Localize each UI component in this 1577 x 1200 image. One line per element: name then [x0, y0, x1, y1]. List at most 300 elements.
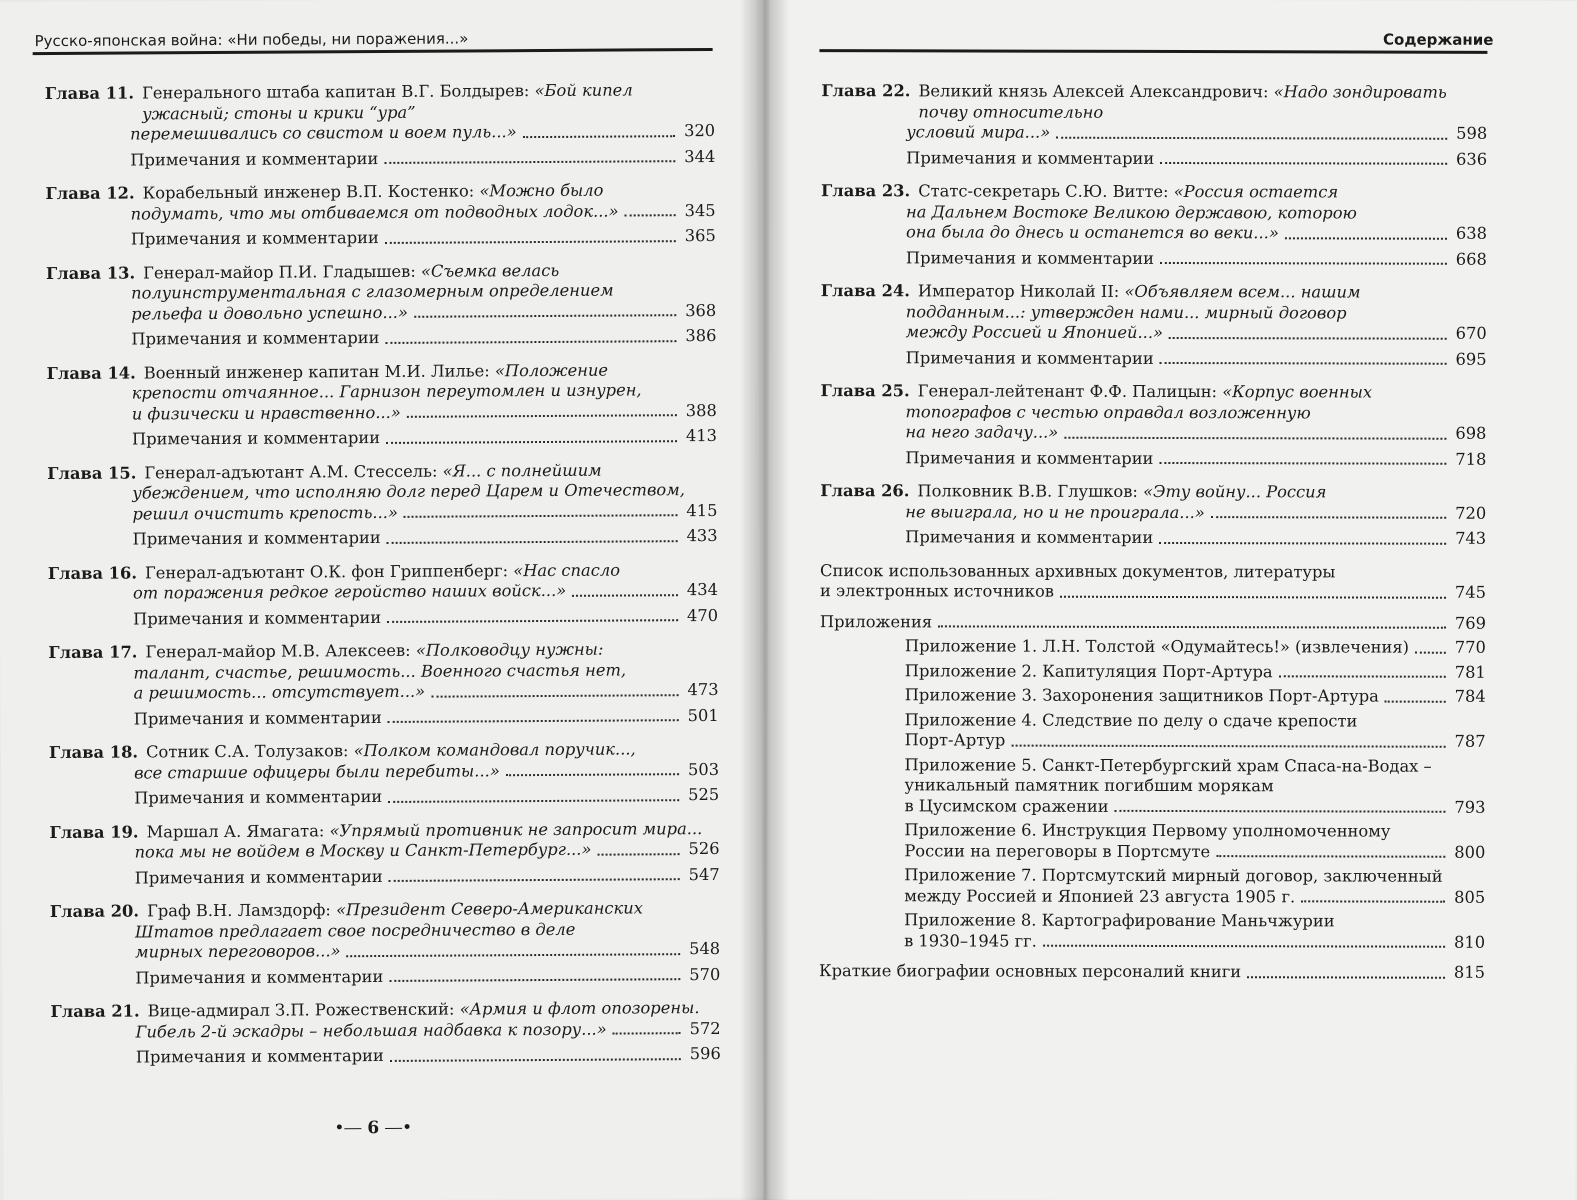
notes-label: Примечания и комментарии — [130, 148, 379, 170]
appendix-last-line — [905, 661, 1486, 683]
sources-line-2: и электронных источников — [819, 581, 1055, 601]
chapter-number: Глава 16. — [47, 562, 138, 583]
chapter-last-line — [47, 500, 717, 525]
dot-leader — [384, 160, 675, 164]
appendix-last-line — [904, 931, 1485, 953]
chapter-quote-line: от поражения редкое геройство наших войск...» — [132, 580, 567, 603]
toc-chapter-entry — [47, 359, 718, 450]
appendix-page: 810 — [1454, 932, 1486, 952]
ornament-right-icon: ―• — [385, 1117, 413, 1138]
notes-entry — [821, 148, 1487, 170]
chapter-person: Генерал-майор П.И. Гладышев: — [143, 261, 416, 282]
notes-label: Примечания и комментарии — [905, 247, 1154, 268]
chapter-quote-line: «Я... с полнейшим — [442, 460, 602, 481]
chapter-page: 720 — [1455, 503, 1487, 523]
chapter-first-line — [145, 559, 718, 583]
ornament-left-icon: •― — [334, 1118, 362, 1139]
chapter-person: Генерал-адъютант А.М. Стессель: — [144, 461, 438, 482]
dot-leader — [1159, 462, 1446, 465]
dot-leader — [1216, 855, 1445, 858]
chapter-quote-line: «Полком командовал поручик..., — [353, 739, 636, 761]
folio — [323, 1118, 423, 1139]
chapter-heading-line — [821, 181, 1487, 203]
toc-chapter-entry — [49, 739, 719, 810]
dot-leader — [387, 540, 678, 544]
appendix-title-line: Приложение 3. Захоронения защитников Порт-Артура — [904, 685, 1379, 706]
notes-entry — [46, 226, 716, 251]
dot-leader — [389, 978, 680, 982]
appendix-title-line: Приложение 6. Инструкция Первому уполномоченному — [904, 820, 1391, 841]
notes-page: 718 — [1455, 449, 1487, 469]
chapter-quote-line: на него задачу...» — [905, 422, 1059, 442]
chapter-title-block — [918, 281, 1487, 303]
chapter-first-line — [917, 481, 1486, 503]
notes-entry — [820, 527, 1486, 549]
appendix-entry — [904, 910, 1485, 953]
chapters-right — [820, 81, 1487, 549]
notes-page: 344 — [684, 146, 716, 166]
notes-page: 547 — [688, 864, 720, 884]
chapter-page: 548 — [688, 938, 721, 959]
chapter-title-block — [146, 739, 719, 763]
notes-entry — [51, 1044, 721, 1069]
chapter-quote-line: решил очистить крепость...» — [132, 502, 398, 524]
chapter-number: Глава 21. — [50, 1001, 140, 1022]
chapter-heading-line — [50, 998, 720, 1023]
sources-line-1: Список использованных архивных документов, литературы — [820, 560, 1336, 581]
notes-entry — [48, 526, 718, 551]
toc-chapter-entry — [820, 481, 1486, 549]
dot-leader — [431, 694, 678, 698]
chapter-first-line — [145, 639, 718, 663]
right-page — [766, 0, 1577, 1200]
chapter-quote-line: «Надо зондировать почву относительно — [918, 82, 1447, 122]
toc-chapter-entry — [45, 180, 715, 251]
chapter-quote-line: «Корпус военных — [1222, 382, 1373, 402]
chapter-page: 572 — [689, 1018, 721, 1038]
chapter-title-block — [146, 818, 719, 842]
notes-label: Примечания и комментарии — [131, 427, 381, 449]
chapter-number: Глава 14. — [46, 362, 136, 383]
chapter-quote-line: условий мира...» — [906, 122, 1051, 142]
chapter-quote-line: рельефа и довольно успешно...» — [131, 302, 408, 324]
dot-leader — [1285, 237, 1447, 239]
appendix-title-line: Приложение 2. Капитуляция Порт-Артура — [904, 660, 1273, 681]
notes-label: Примечания и комментарии — [905, 347, 1154, 368]
chapter-last-line — [47, 400, 717, 425]
appendix-last-line — [905, 685, 1486, 707]
chapter-last-line — [820, 422, 1486, 444]
chapter-first-line — [147, 898, 720, 922]
chapter-quote-line: между Россией и Японией...» — [905, 322, 1164, 342]
dot-leader — [414, 314, 676, 318]
chapter-last-line — [46, 300, 716, 325]
chapter-first-line — [918, 81, 1487, 123]
chapter-page: 503 — [687, 759, 720, 779]
toc-right — [819, 81, 1487, 983]
dot-leader — [390, 1058, 681, 1062]
chapter-first-line — [142, 80, 715, 124]
chapter-first-line — [918, 181, 1487, 203]
chapter-quote-line: «Можно было — [479, 180, 604, 201]
chapter-quote-line: «Армия и флот опозорены. — [459, 998, 700, 1019]
toc-chapter-entry — [47, 459, 718, 550]
notes-entry — [50, 864, 720, 889]
notes-label: Примечания и комментарии — [132, 527, 381, 549]
book-gutter-shadow — [740, 0, 790, 1200]
appendix-title-line: Порт-Артур — [904, 730, 1006, 750]
notes-entry — [45, 146, 715, 171]
chapter-heading-line — [46, 259, 716, 284]
toc-chapter-entry — [820, 381, 1486, 470]
dot-leader — [1115, 810, 1446, 813]
chapter-heading-line — [49, 818, 719, 843]
notes-entry — [48, 605, 718, 630]
chapter-title-block — [148, 998, 721, 1022]
header-rule-right — [819, 49, 1487, 54]
toc-chapter-entry — [48, 559, 718, 630]
chapter-quote-line: и физически и нравственно...» — [131, 402, 401, 424]
chapter-quote-line: она была до днесь и останется во веки...» — [905, 222, 1279, 243]
notes-label: Примечания и комментарии — [135, 1045, 384, 1067]
dot-leader — [523, 135, 675, 138]
notes-page: 386 — [685, 325, 717, 346]
chapter-page: 320 — [684, 120, 716, 141]
dot-leader — [572, 594, 678, 597]
chapter-title-block — [145, 639, 718, 663]
appendix-last-line — [904, 886, 1485, 908]
chapter-quote-line: все старшие офицеры были перебиты...» — [133, 760, 500, 783]
appendix-page: 793 — [1454, 797, 1486, 817]
chapter-page: 526 — [688, 838, 720, 859]
appendices-label: Приложения — [819, 611, 933, 631]
toc-chapter-entry — [821, 281, 1487, 370]
chapter-person: Генерал-адъютант О.К. фон Гриппенберг: — [144, 560, 509, 582]
chapter-quote-line: «Положение — [494, 360, 609, 380]
notes-page: 470 — [686, 605, 719, 625]
chapter-person: Генерального штаба капитан В.Г. Болдырев: — [141, 81, 530, 103]
appendix-title-line: Приложение 8. Картографирование Маньчжурии — [904, 910, 1335, 931]
dot-leader — [347, 953, 681, 957]
chapter-quote-line: «Упрямый противник не запросит мира... — [329, 818, 703, 840]
dot-leader — [597, 853, 679, 856]
notes-entry — [820, 448, 1486, 470]
notes-page: 501 — [687, 705, 719, 725]
notes-label: Примечания и комментарии — [135, 966, 384, 988]
dot-leader — [1169, 337, 1447, 340]
sources-last-line — [820, 581, 1486, 603]
notes-label: Примечания и комментарии — [133, 707, 382, 729]
chapter-person: Генерал-лейтенант Ф.Ф. Палицын: — [917, 381, 1218, 402]
chapter-page: 415 — [686, 500, 718, 520]
chapter-first-line — [146, 818, 719, 842]
chapter-quote-line: топографов с честью оправдал возложенную — [905, 401, 1311, 422]
toc-chapter-entry — [45, 80, 716, 171]
notes-entry — [46, 326, 716, 351]
appendix-entry — [904, 865, 1485, 908]
chapter-quote-line: подданным...: утвержден нами... мирный договор — [905, 301, 1347, 322]
dot-leader — [1056, 136, 1447, 139]
chapter-quote-line: «Объявляем всем... нашим — [1124, 281, 1361, 302]
biographies-entry — [819, 961, 1485, 983]
appendix-entry — [905, 710, 1486, 753]
left-page — [0, 0, 764, 1200]
dot-leader — [1247, 976, 1445, 979]
dot-leader — [1279, 675, 1446, 677]
chapter-number: Глава 17. — [48, 642, 138, 663]
notes-label: Примечания и комментарии — [134, 786, 383, 808]
dot-leader — [385, 240, 676, 244]
chapter-number: Глава 15. — [47, 462, 137, 483]
chapter-heading-line — [821, 281, 1487, 303]
chapter-heading-line — [820, 481, 1486, 503]
appendices-entry — [819, 612, 1486, 953]
chapter-number: Глава 25. — [820, 381, 910, 401]
toc-left — [45, 80, 721, 1082]
appendix-entry — [905, 636, 1486, 658]
chapter-quote-line: Штатов предлагает свое посредничество в деле — [134, 919, 576, 942]
toc-chapter-entry — [48, 639, 719, 730]
notes-label: Примечания и комментарии — [905, 527, 1154, 547]
chapter-person: Вице-адмирал З.П. Рожественский: — [147, 999, 455, 1021]
appendix-entry — [904, 755, 1485, 818]
chapter-last-line — [46, 200, 716, 225]
appendix-page: 784 — [1454, 686, 1486, 706]
dot-leader — [1160, 262, 1447, 265]
chapter-number: Глава 12. — [45, 183, 135, 204]
dot-leader — [388, 799, 679, 803]
appendices-page: 769 — [1454, 613, 1486, 633]
dot-leader — [1011, 744, 1445, 747]
notes-page: 413 — [685, 425, 718, 446]
chapter-title-block — [147, 898, 720, 922]
appendix-list — [819, 636, 1486, 953]
chapter-heading-line — [49, 739, 719, 764]
appendix-title-line: Приложение 1. Л.Н. Толстой «Одумайтесь!» (извлечения) — [904, 636, 1410, 657]
chapter-heading-line — [821, 381, 1487, 403]
chapter-heading-line — [50, 898, 720, 923]
appendix-title-line: России на переговоры в Портсмуте — [904, 840, 1211, 861]
appendix-last-line — [904, 796, 1485, 818]
chapter-page: 698 — [1455, 423, 1487, 443]
chapter-number: Глава 24. — [820, 281, 910, 301]
notes-label: Примечания и комментарии — [133, 607, 382, 629]
notes-page: 433 — [686, 525, 718, 546]
chapter-title-block — [143, 180, 716, 204]
dot-leader — [386, 440, 677, 444]
chapter-first-line — [143, 180, 716, 204]
toc-chapter-entry — [50, 898, 721, 989]
chapter-number: Глава 23. — [821, 181, 911, 201]
chapter-page: 388 — [685, 400, 717, 420]
chapter-last-line — [821, 222, 1487, 244]
appendix-last-line — [905, 636, 1486, 658]
page-number: 6 — [367, 1118, 380, 1139]
chapter-title-block — [918, 381, 1487, 403]
chapter-person: Граф В.Н. Ламздорф: — [146, 900, 331, 921]
notes-label: Примечания и комментарии — [905, 447, 1154, 468]
chapter-first-line — [918, 381, 1487, 403]
chapter-person: Император Николай II: — [917, 281, 1120, 301]
notes-label: Примечания и комментарии — [134, 866, 383, 888]
dot-leader — [506, 773, 679, 776]
chapter-person: Маршал А. Ямагата: — [146, 820, 325, 841]
notes-page: 596 — [689, 1043, 721, 1064]
appendix-page: 800 — [1454, 842, 1486, 862]
notes-entry — [49, 785, 719, 810]
notes-page: 668 — [1455, 249, 1487, 269]
chapter-title-block — [917, 481, 1486, 503]
chapter-heading-line — [45, 80, 715, 125]
appendix-title-line: между Россией и Японией 23 августа 1905 г. — [904, 885, 1296, 906]
notes-page: 525 — [688, 784, 720, 805]
chapter-quote-line: а решимость... отсутствует...» — [133, 681, 426, 703]
notes-entry — [47, 426, 717, 451]
chapter-page: 473 — [687, 679, 719, 700]
dot-leader — [404, 514, 678, 518]
notes-page: 695 — [1455, 349, 1487, 369]
chapter-person: Статс-секретарь С.Ю. Витте: — [918, 181, 1169, 201]
dot-leader — [1060, 595, 1446, 598]
chapter-person: Военный инженер капитан М.И. Лилье: — [143, 360, 490, 382]
appendix-title-line: уникальный памятник погибшим морякам — [904, 775, 1274, 796]
chapter-quote-line: крепости отчаянное... Гарнизон переутомлен и изнурен, — [131, 380, 642, 403]
chapter-title-block — [918, 81, 1487, 123]
chapter-quote-line: подумать, что мы отбиваемся от подводных лодок...» — [130, 201, 619, 224]
chapter-first-line — [146, 739, 719, 763]
appendix-title-line: Приложение 4. Следствие по делу о сдаче крепости — [904, 709, 1358, 730]
appendix-entry — [905, 661, 1486, 683]
chapter-person: Корабельный инженер В.П. Костенко: — [142, 181, 475, 203]
appendix-page: 770 — [1454, 637, 1486, 657]
chapter-quote-line: «Бой кипел ужасный; стоны и крики “ура” — [142, 80, 633, 123]
notes-page: 636 — [1456, 149, 1488, 169]
chapter-quote-line: пока мы не войдем в Москву и Санкт-Петербург...» — [134, 839, 592, 862]
chapter-page: 598 — [1456, 123, 1488, 143]
dot-leader — [1160, 162, 1447, 165]
chapter-quote-line: «Россия остается — [1173, 182, 1339, 202]
appendices-line — [820, 612, 1486, 634]
toc-chapter-entry — [50, 998, 720, 1069]
chapter-quote-line: «Съемка велась — [420, 260, 560, 281]
appendix-title-line: в 1930–1945 гг. — [904, 930, 1037, 951]
notes-page: 743 — [1455, 528, 1487, 548]
chapter-number: Глава 18. — [48, 742, 139, 763]
dot-leader — [625, 214, 676, 216]
chapter-last-line — [821, 322, 1487, 344]
dot-leader — [1415, 651, 1446, 653]
chapter-quote-line: убеждением, что исполняю долг перед Царем и Отечеством, — [132, 480, 685, 503]
chapter-number: Глава 19. — [49, 821, 139, 842]
chapter-quote-line: «Эту войну... Россия — [1143, 481, 1327, 502]
appendix-entry — [904, 820, 1485, 863]
running-head-right: Содержание — [1383, 30, 1494, 49]
toc-chapter-entry — [46, 259, 717, 350]
chapter-title-block — [143, 259, 716, 283]
toc-chapter-entry — [821, 81, 1487, 170]
chapter-title-block — [145, 559, 718, 583]
notes-page: 365 — [684, 225, 716, 246]
chapter-quote-line: перемешивались со свистом и воем пуль...» — [130, 122, 517, 144]
chapter-person: Полковник В.В. Глушков: — [917, 481, 1138, 501]
chapter-quote-line: Гибель 2-й эскадры – небольшая надбавка к позору...» — [135, 1019, 607, 1042]
chapter-last-line — [50, 939, 720, 964]
chapter-heading-line — [821, 81, 1487, 124]
dot-leader — [1159, 541, 1446, 544]
notes-page: 570 — [689, 964, 721, 984]
chapter-person: Генерал-майор М.В. Алексеев: — [145, 640, 411, 662]
notes-label: Примечания и комментарии — [131, 327, 380, 349]
chapter-last-line — [49, 839, 719, 864]
chapter-first-line — [143, 259, 716, 283]
dot-leader — [388, 719, 679, 723]
chapter-last-line — [51, 1018, 721, 1043]
biographies-label: Краткие биографии основных персоналий книги — [819, 961, 1242, 982]
chapter-person: Великий князь Алексей Александрович: — [918, 81, 1269, 102]
appendix-title-line: Приложение 5. Санкт-Петербургский храм Спаса-на-Водах – — [904, 754, 1432, 776]
biographies-page: 815 — [1453, 962, 1486, 982]
chapter-quote-line: «Нас спасло — [513, 560, 621, 580]
chapter-quote-line: талант, счастье, решимость... Военного счастья нет, — [133, 659, 627, 683]
chapter-page: 345 — [684, 200, 716, 220]
chapter-number: Глава 22. — [821, 81, 911, 101]
appendix-last-line — [905, 730, 1486, 752]
chapter-last-line — [820, 502, 1486, 524]
dot-leader — [1211, 516, 1446, 519]
chapter-last-line — [49, 680, 719, 705]
appendix-last-line — [904, 841, 1485, 863]
chapter-number: Глава 20. — [49, 901, 140, 922]
appendix-page: 787 — [1454, 731, 1486, 751]
appendix-page: 781 — [1454, 662, 1486, 682]
chapter-first-line — [918, 281, 1487, 303]
chapter-last-line — [48, 580, 718, 605]
notes-entry — [821, 348, 1487, 370]
chapter-last-line — [45, 121, 715, 146]
dot-leader — [1160, 362, 1447, 365]
chapter-page: 368 — [685, 300, 717, 320]
appendix-entry — [905, 685, 1486, 707]
notes-label: Примечания и комментарии — [906, 147, 1155, 168]
appendix-page: 805 — [1454, 887, 1486, 907]
notes-entry — [50, 964, 720, 989]
chapter-number: Глава 13. — [45, 262, 136, 283]
chapter-title-block — [142, 80, 715, 124]
dot-leader — [1385, 700, 1446, 702]
dot-leader — [613, 1032, 681, 1034]
chapter-number: Глава 26. — [820, 481, 910, 501]
chapter-quote-line: «Полководцу нужны: — [415, 639, 604, 660]
sources-entry — [820, 561, 1486, 604]
chapter-page: 434 — [686, 579, 718, 600]
dot-leader — [1043, 945, 1445, 948]
notes-label: Примечания и комментарии — [130, 228, 379, 249]
chapter-quote-line: на Дальнем Востоке Великою державою, которою — [905, 201, 1357, 222]
chapter-first-line — [148, 998, 721, 1022]
chapter-title-block — [918, 181, 1487, 203]
dot-leader — [387, 619, 678, 623]
chapter-quote-line: «Президент Северо-Американских — [336, 898, 643, 920]
chapter-quote-line: полуинструментальная с глазомерным определением — [131, 280, 614, 303]
dot-leader — [1064, 436, 1446, 439]
chapter-heading-line — [48, 559, 718, 584]
notes-entry — [49, 705, 719, 730]
dot-leader — [407, 414, 677, 418]
chapter-quote-line: не выиграла, но и не проиграла...» — [905, 501, 1205, 522]
notes-entry — [821, 248, 1487, 270]
chapter-page: 670 — [1455, 323, 1487, 343]
toc-chapter-entry — [49, 818, 719, 889]
